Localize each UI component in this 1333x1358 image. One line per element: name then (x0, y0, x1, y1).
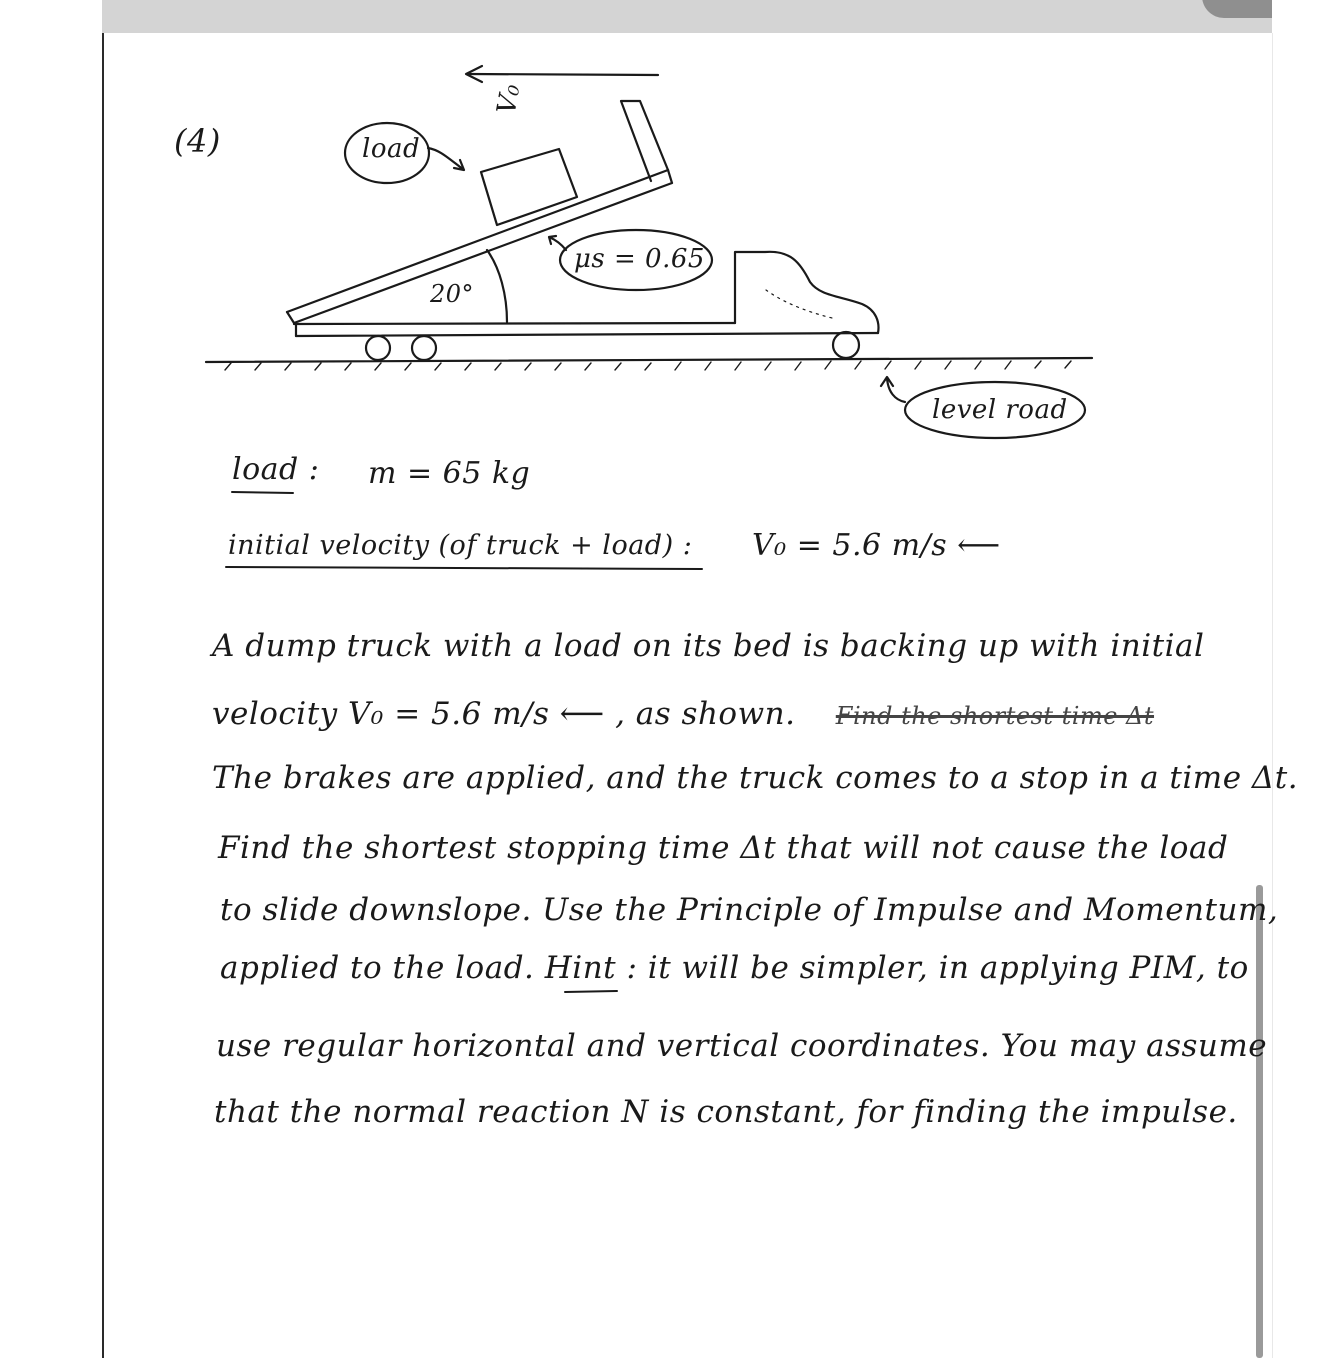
statement-line-8: that the normal reaction N is constant, for finding the impulse. (214, 1094, 1238, 1130)
angle-label: 20° (430, 280, 475, 308)
rear-wheel-1 (366, 336, 390, 360)
initial-velocity-underline (226, 567, 702, 569)
struck-out-text: Find the shortest time Δt (835, 702, 1155, 730)
velocity-arrow (466, 66, 658, 82)
front-wheel (833, 332, 859, 358)
given-load-label: load : (232, 452, 320, 487)
problem-number: (4) (174, 122, 221, 160)
road-label: level road (932, 395, 1068, 425)
statement-line-7: use regular horizontal and vertical coordinates. You may assume (216, 1028, 1268, 1064)
hint-label: Hint (544, 950, 617, 986)
statement-line-5: to slide downslope. Use the Principle of Impulse and Momentum, (220, 892, 1279, 928)
mu-callout-arrow (549, 236, 566, 250)
hint-underline (565, 991, 617, 992)
velocity-label: V₀ (491, 81, 527, 117)
statement-line-2 (212, 696, 1154, 732)
mu-label: μs = 0.65 (574, 244, 705, 274)
load-underline (232, 492, 293, 493)
statement-line-2-text: velocity V₀ = 5.6 m/s ⟵ , as shown. (212, 696, 796, 732)
statement-line-6-start: applied to the load. (220, 950, 535, 986)
given-initial-velocity-value: V₀ = 5.6 m/s ⟵ (752, 528, 1001, 563)
rear-wheel-2 (412, 336, 436, 360)
given-initial-velocity-label: initial velocity (of truck + load) : (228, 530, 693, 561)
statement-line-4: Find the shortest stopping time Δt that will not cause the load (218, 830, 1229, 866)
statement-line-6 (220, 950, 1249, 986)
angle-arc (487, 250, 507, 322)
load-callout-arrow (428, 148, 464, 170)
statement-line-1: A dump truck with a load on its bed is backing up with initial (212, 628, 1205, 664)
load-box (481, 149, 577, 225)
statement-line-3: The brakes are applied, and the truck comes to a stop in a time Δt. (212, 760, 1299, 796)
load-label: load (362, 134, 421, 164)
road-callout-arrow (881, 377, 905, 402)
given-mass: m = 65 kg (368, 456, 531, 491)
ground-line (206, 358, 1092, 370)
statement-line-6-end: : it will be simpler, in applying PIM, to (626, 950, 1249, 986)
